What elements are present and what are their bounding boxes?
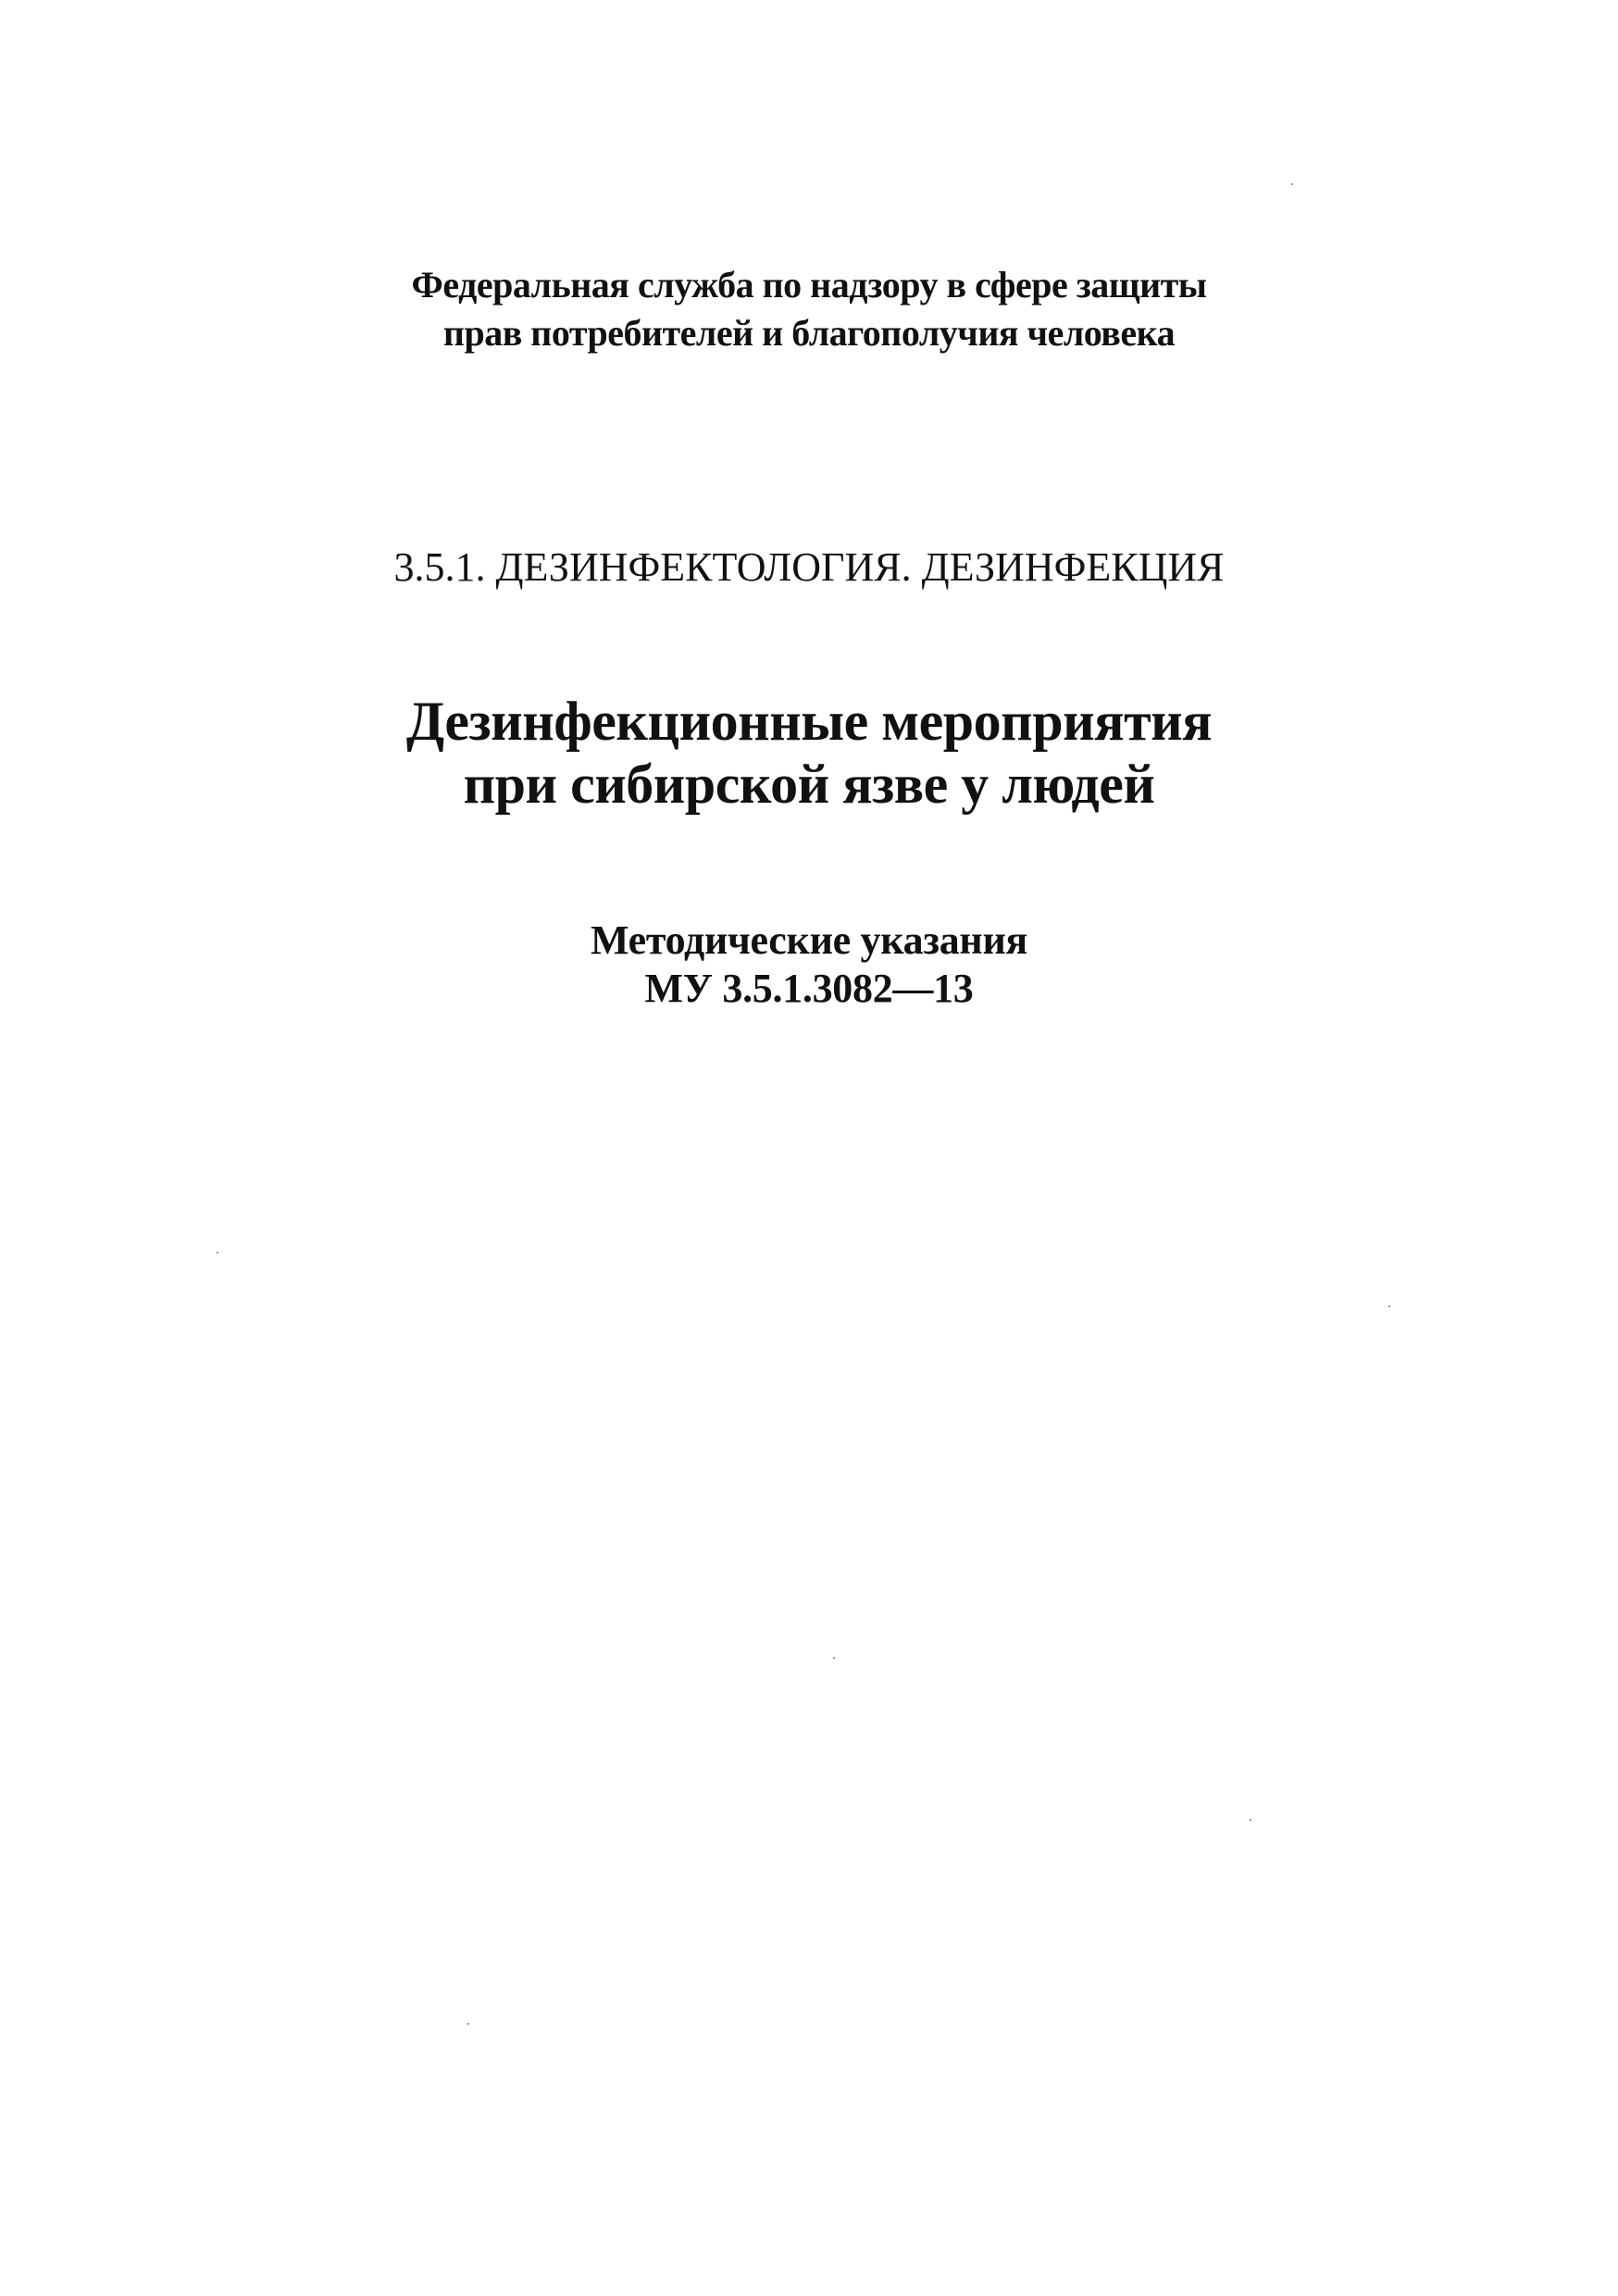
document-type-label: Методические указания	[590, 917, 1028, 963]
agency-line-1: Федеральная служба по надзору в сфере защиты	[411, 264, 1207, 306]
scan-speck	[833, 1657, 835, 1659]
scan-speck	[1250, 1819, 1251, 1821]
scan-speck	[1291, 183, 1293, 185]
agency-line-2: прав потребителей и благополучия человека	[442, 312, 1176, 354]
scan-speck	[217, 1252, 218, 1254]
issuing-agency	[0, 261, 1618, 357]
title-line-2: при сибирской язве у людей	[463, 754, 1155, 815]
section-heading-text: 3.5.1. ДЕЗИНФЕКТОЛОГИЯ. ДЕЗИНФЕКЦИЯ	[393, 544, 1225, 590]
document-type	[0, 917, 1618, 1013]
title-line-1: Дезинфекционные мероприятия	[405, 691, 1213, 752]
scan-speck	[467, 2023, 469, 2025]
section-heading	[0, 542, 1618, 593]
document-number: МУ 3.5.1.3082—13	[644, 966, 974, 1011]
document-title	[0, 690, 1618, 816]
scan-speck	[1388, 1305, 1390, 1307]
